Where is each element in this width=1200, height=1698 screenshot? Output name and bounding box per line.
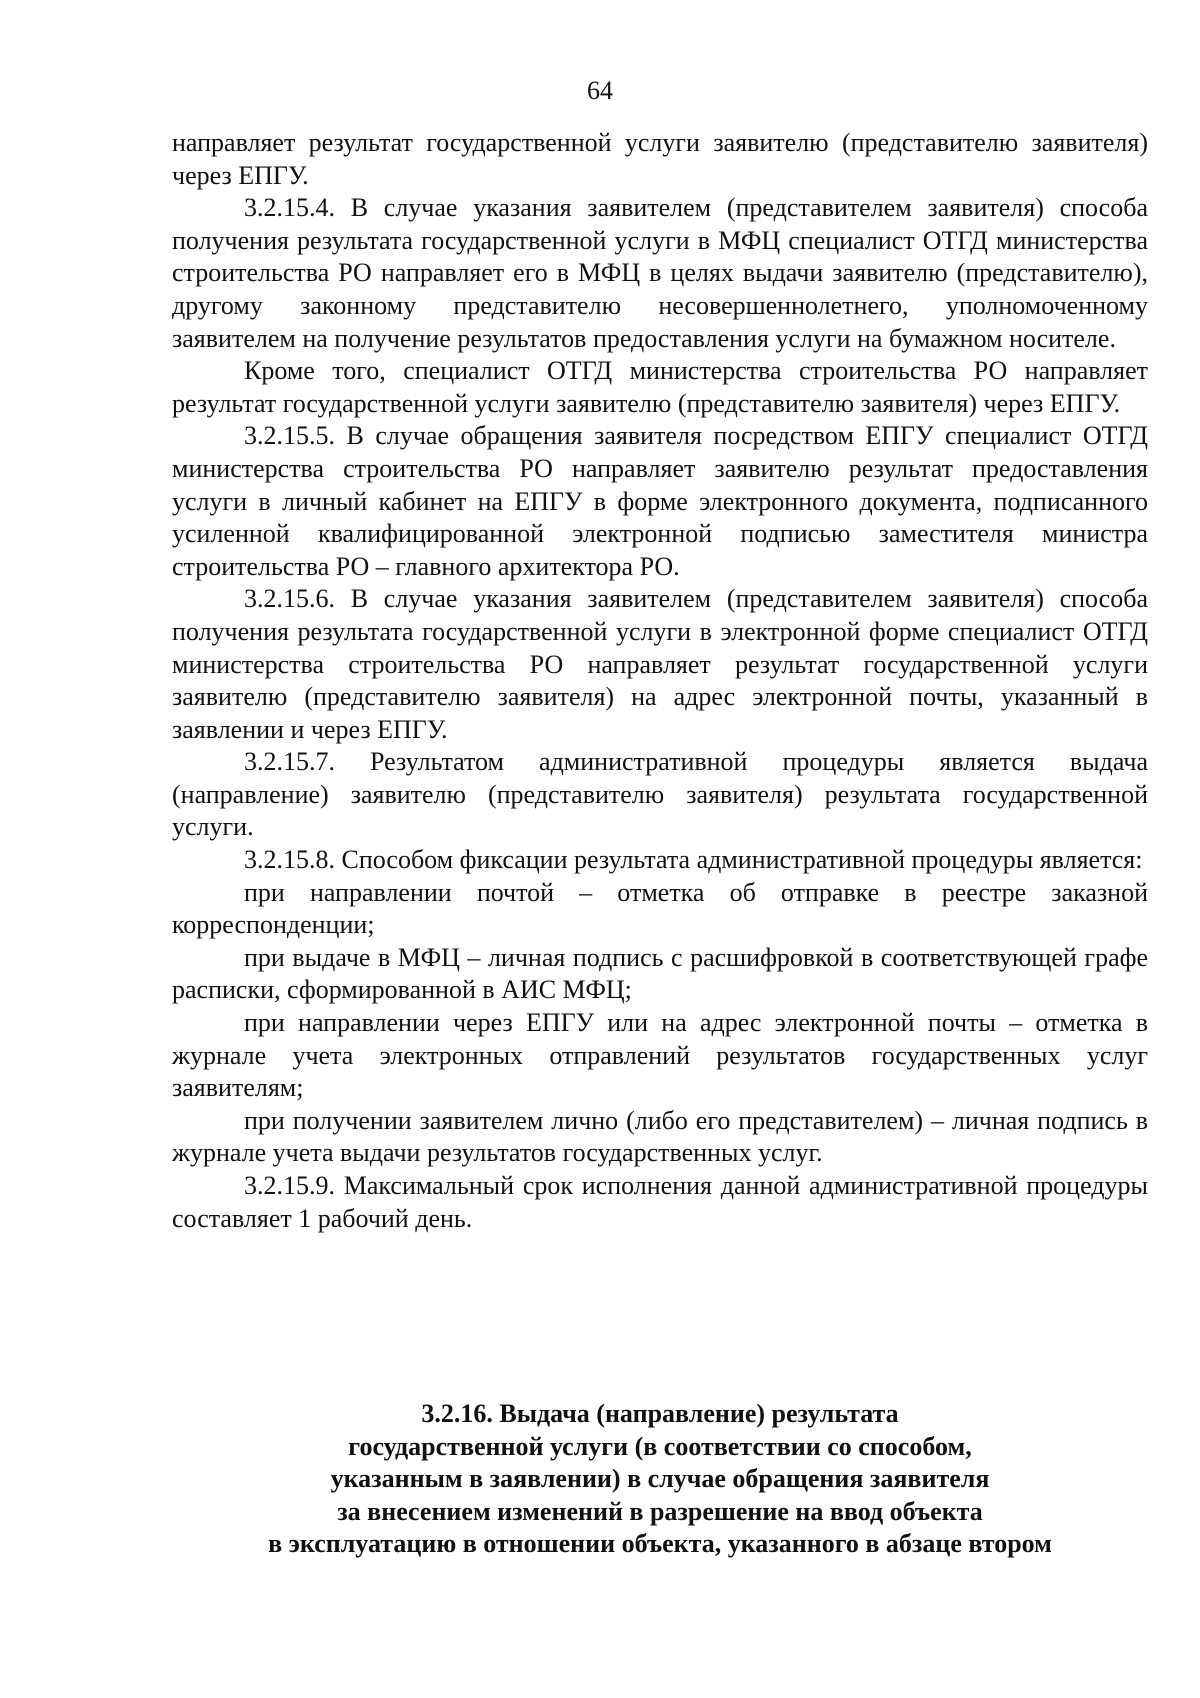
heading-line: в эксплуатацию в отношении объекта, указанного в абзаце втором <box>268 1529 1052 1559</box>
paragraph-3-2-15-6: 3.2.15.6. В случае указания заявителем (представителем заявителя) способа получения результата государственной услуги в электронной форме специалист ОТГД министерства строительства РО направляет результат государственной услуги заявителю (представителю заявителя) на адрес электронной почты, указанный в заявлении и через ЕПГУ. <box>172 584 1148 744</box>
paragraph-fixation-epgu: при направлении через ЕПГУ или на адрес электронной почты – отметка в журнале учета электронных отправлений результатов государственных услуг заявителям; <box>172 1008 1148 1103</box>
paragraph-fixation-personal: при получении заявителем лично (либо его представителем) – личная подпись в журнале учета выдачи результатов государственных услуг. <box>172 1105 1148 1168</box>
heading-line: 3.2.16. Выдача (направление) результата <box>421 1399 899 1428</box>
paragraph-3-2-15-9: 3.2.15.9. Максимальный срок исполнения данной административной процедуры составляет 1 рабочий день. <box>172 1171 1148 1233</box>
paragraph-3-2-15-8: 3.2.15.8. Способом фиксации результата административной процедуры является: <box>244 845 1143 875</box>
paragraph-3-2-15-7: 3.2.15.7. Результатом административной процедуры является выдача (направление) заявителю (представителю заявителя) результата государственной услуги. <box>172 747 1148 842</box>
heading-line: указанным в заявлении) в случае обращения заявителя <box>330 1464 990 1494</box>
paragraph-3-2-15-4: 3.2.15.4. В случае указания заявителем (представителем заявителя) способа получения результата государственной услуги в МФЦ специалист ОТГД министерства строительства РО направляет его в МФЦ в целях выдачи заявителю (представителю), другому законному представителю несовершеннолетнего, уполномоченному заявителем на получение результатов предоставления услуги на бумажном носителе. <box>172 193 1148 353</box>
paragraph-fixation-mfc: при выдаче в МФЦ – личная подпись с расшифровкой в соответствующей графе расписки, сформированной в АИС МФЦ; <box>172 942 1148 1005</box>
page-number: 64 <box>587 76 613 105</box>
paragraph-3-2-15-5: 3.2.15.5. В случае обращения заявителя посредством ЕПГУ специалист ОТГД министерства строительства РО направляет заявителю результат предоставления услуги в личный кабинет на ЕПГУ в форме электронного документа, подписанного усиленной квалифицированной электронной подписью заместителя министра строительства РО – главного архитектора РО. <box>172 421 1148 581</box>
paragraph-continuation: направляет результат государственной услуги заявителю (представителю заявителя) через ЕПГУ. <box>172 128 1148 190</box>
paragraph-additionally: Кроме того, специалист ОТГД министерства строительства РО направляет результат государственной услуги заявителю (представителю заявителя) через ЕПГУ. <box>172 356 1148 418</box>
heading-line: государственной услуги (в соответствии со способом, <box>348 1431 972 1461</box>
paragraph-fixation-mail: при направлении почтой – отметка об отправке в реестре заказной корреспонденции; <box>172 877 1148 940</box>
document-body <box>172 127 1148 1235</box>
section-heading-3-2-16 <box>172 1398 1148 1561</box>
heading-line: за внесением изменений в разрешение на ввод объекта <box>337 1496 983 1526</box>
